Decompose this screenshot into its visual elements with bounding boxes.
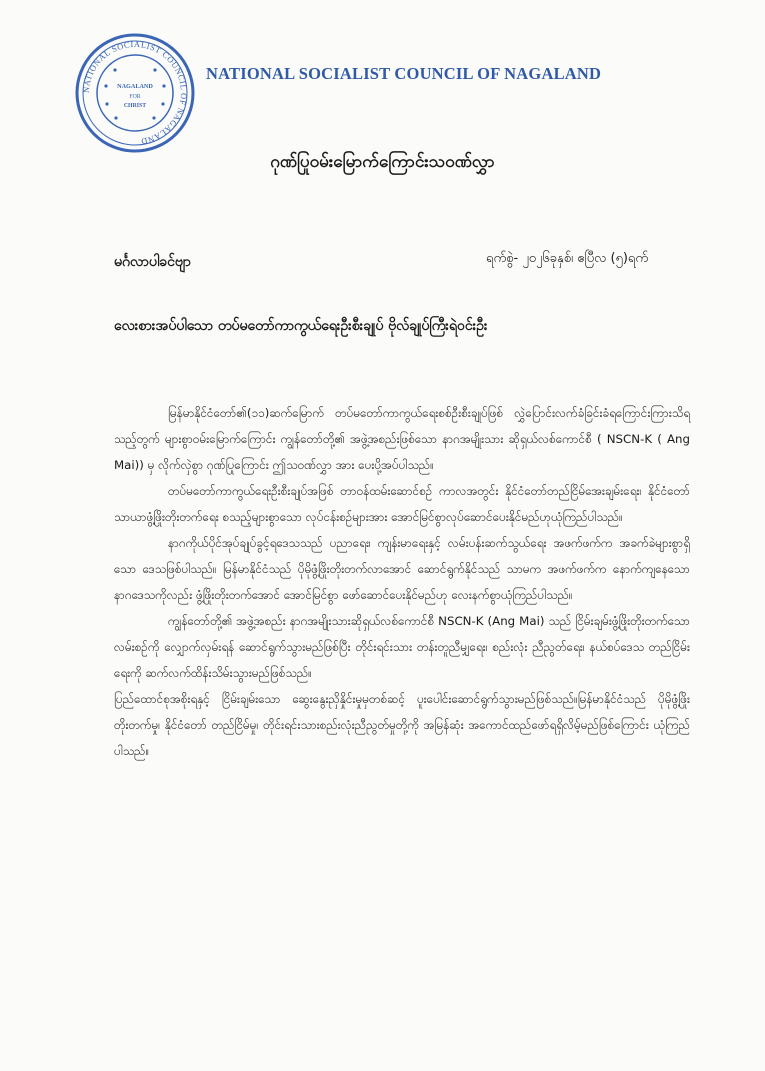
- paragraph-1: မြန်မာနိုင်ငံတော်၏(၁၁)ဆက်မြောက် တပ်မတော်ကာကွယ်ရေးစစ်ဦးစီးချုပ်ဖြစ် လွှဲပြောင်းလက်ခံခြင်းခံရကြောင်းကြားသိရသည့်တွက် များစွာဝမ်းမြောက်ကြောင်း ကျွန်တော်တို့၏ အဖွဲ့အစည်းဖြစ်သော နာဂအမျိုးသား ဆိုရှယ်လစ်ကောင်စီ ( NSCN-K ( Ang Mai)) မှ လိုက်လှဲစွာ ဂုဏ်ပြုကြောင်း ဤသဝဏ်လွှာ အား ပေးပို့အပ်ပါသည်။: [114, 406, 690, 472]
- organization-seal: [74, 32, 196, 154]
- letter-body: [114, 400, 690, 764]
- paragraph-2: တပ်မတော်ကာကွယ်ရေးဦးစီးချုပ်အဖြစ် တာဝန်ထမ်းဆောင်စဉ် ကာလအတွင်း နိုင်ငံတော်တည်ငြိမ်အေးချမ်းရေး၊ နိုင်ငံတော်သာယာဖွံ့ဖြိုးတိုးတက်ရေး စသည့်များစွာသော လုပ်ငန်းစဉ်များအား အောင်မြင်စွာလုပ်ဆောင်ပေးနိုင်မည်ဟုယုံကြည်ပါသည်။: [114, 484, 690, 524]
- seal-ring-text: NATIONAL SOCIALIST COUNCIL OF NAGALAND: [81, 39, 189, 146]
- seal-center-line-1: NAGALAND: [117, 83, 153, 90]
- paragraph-5: ပြည်ထောင်စုအစိုးရနှင့် ငြိမ်းချမ်းသော ဆွေးနွေးညှိနှိုင်းမှုမှတစ်ဆင့် ပူးပေါင်းဆောင်ရွက်သွားမည်ဖြစ်သည်။မြန်မာနိုင်ငံသည် ပိုမိုဖွံ့ဖြိုးတိုးတက်မှု၊ နိုင်ငံတော် တည်ငြိမ်မှု၊ တိုင်းရင်းသားစည်းလုံးညီညွတ်မှုတို့ကို အမြန်ဆုံး အကောင်ထည်ဖော်ရရှိလိမ့်မည်ဖြစ်ကြောင်း ယုံကြည်ပါသည်။: [114, 692, 690, 758]
- document-title: ဂုဏ်ပြုဝမ်းမြောက်ကြောင်းသဝဏ်လွှာ: [270, 152, 495, 172]
- salutation: မင်္ဂလာပါခင်ဗျာ: [114, 254, 191, 270]
- organization-name: NATIONAL SOCIALIST COUNCIL OF NAGALAND: [206, 64, 602, 83]
- paragraph-4: ကျွန်တော်တို့၏ အဖွဲ့အစည်း နာဂအမျိုးသားဆိုရှယ်လစ်ကောင်စီ NSCN-K (Ang Mai) သည် ငြိမ်းချမ်းဖွံ့ဖြိုးတိုးတက်သော လမ်းစဉ်ကို လျှောက်လှမ်းရန် ဆောင်ရွက်သွားမည်ဖြစ်ပြီး တိုင်းရင်းသား တန်းတူညီမျှရေး၊ စည်းလုံး ညီညွတ်ရေး၊ နယ်စပ်ဒေသ တည်ငြိမ်းရေးကို ဆက်လက်ထိန်းသိမ်းသွားမည်ဖြစ်သည်။: [114, 614, 690, 680]
- addressee-line: လေးစားအပ်ပါသော တပ်မတော်ကာကွယ်ရေးဦးစီးချုပ် ဗိုလ်ချုပ်ကြီးရဲဝင်းဦး: [114, 318, 488, 334]
- paragraph-3: နာဂကိုယ်ပိုင်အုပ်ချုပ်ခွင့်ရဒေသသည် ပညာရေး၊ ကျန်းမာရေးနှင့် လမ်းပန်းဆက်သွယ်ရေး အဖက်ဖက်က အခက်ခဲများစွာရှိ သော ဒေသဖြစ်ပါသည်။ မြန်မာနိုင်ငံသည် ပိုမိုဖွံ့ဖြိုးတိုးတက်လာအောင် ဆောင်ရွက်နိုင်သည် သာမက အဖက်ဖက်က နောက်ကျနေသော နာဂဒေသကိုလည်း ဖွံ့ဖြိုးတိုးတက်အောင် အောင်မြင်စွာ ဖော်ဆောင်ပေးနိုင်မည်ဟု လေးနက်စွာယုံကြည်ပါသည်။: [114, 536, 690, 602]
- document-date: ရက်စွဲ- ၂၀၂၆ခုနှစ်၊ ဧပြီလ (၅)ရက်: [486, 251, 649, 266]
- seal-center-line-2: FOR: [129, 94, 141, 100]
- seal-graphic: [74, 32, 196, 154]
- seal-center-line-3: CHRIST: [123, 103, 147, 109]
